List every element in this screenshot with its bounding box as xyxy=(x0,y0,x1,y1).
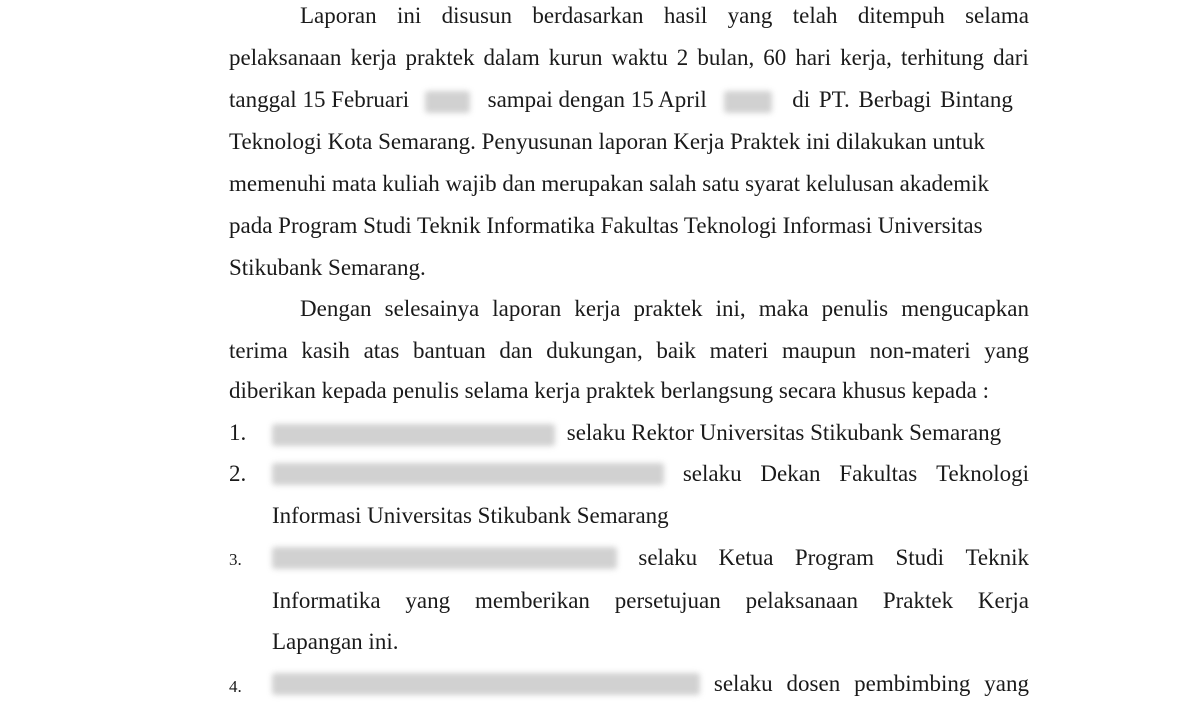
list-item-1-line-1 xyxy=(272,418,1029,448)
word: maka xyxy=(758,296,809,321)
word: bulan, xyxy=(697,45,755,70)
list-item-3-line-1 xyxy=(272,543,1029,573)
word: ini xyxy=(397,3,422,28)
paragraph-2-line-3: diberikan kepada penulis selama kerja praktek berlangsung secara khusus kepada : xyxy=(229,378,989,403)
paragraph-1-line-6: pada Program Studi Teknik Informatika Fakultas Teknologi Informasi Universitas xyxy=(229,213,983,238)
word: pelaksanaan xyxy=(229,45,342,70)
redacted-year xyxy=(724,91,772,113)
word: selaku xyxy=(713,671,773,696)
word: Dengan xyxy=(300,296,372,321)
paragraph-1-line-4: Teknologi Kota Semarang. Penyusunan laporan Kerja Praktek ini dilakukan untuk xyxy=(229,129,985,154)
word: non-materi xyxy=(869,338,971,363)
date-start-text: tanggal 15 Februari xyxy=(229,87,410,112)
redacted-year xyxy=(425,91,470,113)
word: terhitung xyxy=(900,45,984,70)
word: maupun xyxy=(781,338,857,363)
redacted-name xyxy=(272,673,700,695)
word: Teknologi xyxy=(936,461,1029,486)
word: pembimbing xyxy=(854,671,971,696)
word: praktek xyxy=(633,296,703,321)
list-number-1: 1. xyxy=(229,420,247,445)
word: baik xyxy=(656,338,696,363)
word: memberikan xyxy=(474,588,590,613)
word: Laporan xyxy=(300,3,377,28)
paragraph-2-line-1 xyxy=(300,294,1029,324)
word: hari xyxy=(795,45,832,70)
word: 60 xyxy=(763,45,787,70)
list-item-3-line-3: Lapangan ini. xyxy=(272,629,399,654)
word: praktek xyxy=(405,45,475,70)
date-end-text: sampai dengan 15 April xyxy=(487,87,707,112)
word: pelaksanaan xyxy=(745,588,858,613)
list-number-3: 3. xyxy=(229,550,242,569)
word: Dekan xyxy=(760,461,821,486)
word: materi xyxy=(709,338,769,363)
word: persetujuan xyxy=(614,588,721,613)
word: Teknik xyxy=(965,545,1029,570)
word: kerja xyxy=(574,296,621,321)
word: penulis xyxy=(821,296,889,321)
word: dosen xyxy=(786,671,841,696)
word: ini, xyxy=(715,296,746,321)
word: Studi xyxy=(895,545,945,570)
word: yang xyxy=(727,3,773,28)
word: 2 xyxy=(676,45,689,70)
word: kasih xyxy=(301,338,350,363)
list-item-2-line-2: Informasi Universitas Stikubank Semarang xyxy=(272,503,669,528)
word: dukungan, xyxy=(546,338,643,363)
document-page xyxy=(229,0,1029,700)
word: selaku xyxy=(638,545,698,570)
word: atas xyxy=(363,338,400,363)
word: terima xyxy=(229,338,288,363)
word: telah xyxy=(792,3,838,28)
word: mengucapkan xyxy=(901,296,1029,321)
paragraph-1-line-2 xyxy=(229,43,1029,73)
redacted-name xyxy=(272,424,555,446)
word: dan xyxy=(499,338,533,363)
word: dalam xyxy=(483,45,540,70)
word: waktu xyxy=(611,45,668,70)
word: yang xyxy=(984,671,1029,696)
word: berdasarkan xyxy=(532,3,644,28)
word: Kerja xyxy=(977,588,1029,613)
company-text: di PT. Berbagi Bintang xyxy=(792,87,1013,112)
word: yang xyxy=(984,338,1029,363)
list-item-2-line-1 xyxy=(272,459,1029,489)
list-item-4-line-1 xyxy=(272,669,1029,699)
list-number-2: 2. xyxy=(229,461,247,486)
word: laporan xyxy=(492,296,562,321)
word: selaku xyxy=(682,461,742,486)
redacted-name xyxy=(272,547,617,569)
word: kurun xyxy=(548,45,603,70)
paragraph-2-line-2 xyxy=(229,336,1029,366)
paragraph-1-line-3 xyxy=(229,85,1029,115)
word: dari xyxy=(993,45,1029,70)
word: hasil xyxy=(663,3,708,28)
list-item-3-line-2 xyxy=(272,586,1029,616)
word: Praktek xyxy=(882,588,954,613)
word: ditempuh xyxy=(857,3,945,28)
list-item-text: selaku Rektor Universitas Stikubank Semarang xyxy=(566,420,1002,445)
word: kerja xyxy=(350,45,397,70)
list-number-4: 4. xyxy=(229,677,242,696)
paragraph-1-line-5: memenuhi mata kuliah wajib dan merupakan salah satu syarat kelulusan akademik xyxy=(229,171,990,196)
word: Program xyxy=(794,545,875,570)
word: Ketua xyxy=(718,545,774,570)
paragraph-1-line-7: Stikubank Semarang. xyxy=(229,255,426,280)
word: kerja, xyxy=(840,45,892,70)
word: Fakultas xyxy=(839,461,918,486)
word: selama xyxy=(965,3,1029,28)
word: bantuan xyxy=(412,338,486,363)
word: yang xyxy=(405,588,451,613)
word: disusun xyxy=(441,3,512,28)
word: Informatika xyxy=(272,588,381,613)
word: selesainya xyxy=(384,296,480,321)
paragraph-1-line-1 xyxy=(300,1,1029,31)
redacted-name xyxy=(272,463,664,485)
